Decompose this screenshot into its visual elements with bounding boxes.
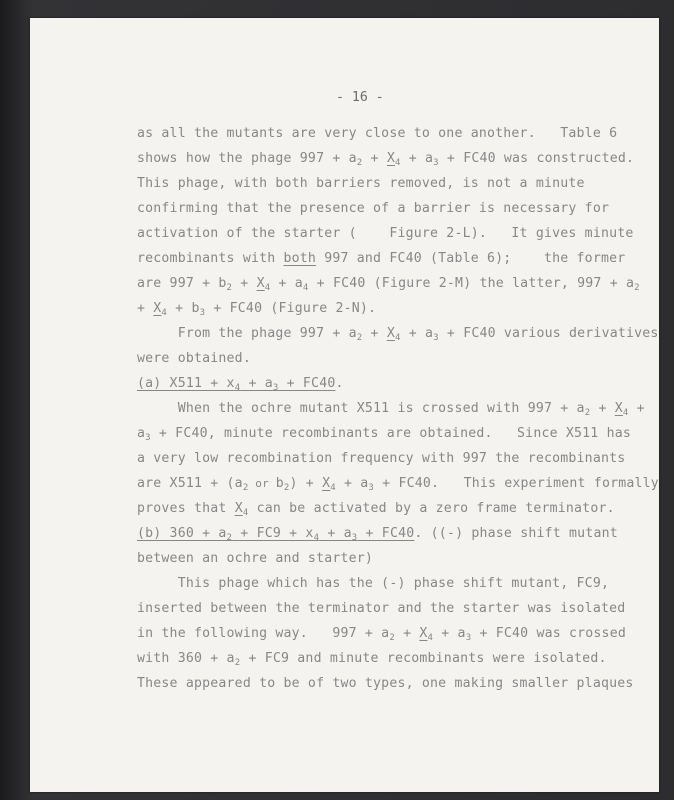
text-line-8: + $X_4 + b_3 + FC40$ (Figure 2-N). (137, 301, 377, 318)
section-heading-b: (b) $360 + a_2 + FC9 + x_4 + a_3 + FC40$. ((-) phase shift mutant (137, 526, 618, 543)
text-line-19: This phage which has the (-) phase shift mutant, FC9, (137, 576, 610, 591)
section-heading-a: (a) $X511 + x_4 + a_3 + FC40$. (137, 376, 344, 393)
text-line-7: are $997 + b_2 + X_4 + a_4 + FC40$ (Figure 2-M) the latter, $997 + a_2$ (137, 276, 640, 293)
text-line-5: activation of the starter ( Figure 2-L). It gives minute (137, 226, 634, 241)
text-line-4: confirming that the presence of a barrier is necessary for (137, 201, 610, 216)
text-line-2: shows how the phage $997 + a_2 + X_4 + a_3 + FC40$ was constructed. (137, 151, 635, 168)
body-text (30, 18, 659, 792)
text-line-13: $a_3 + FC40$, minute recombinants are obtained. Since X511 has (137, 426, 631, 443)
text-line-1: as all the mutants are very close to one another. Table 6 (137, 126, 618, 141)
typed-page (30, 18, 659, 792)
text-line-22: with $360 + a_2 + FC9$ and minute recombinants were isolated. (137, 651, 607, 668)
text-line-3: This phage, with both barriers removed, is not a minute (137, 176, 585, 191)
text-line-15: are $X511 + (a_2$ or $b_2) + X_4 + a_3 + FC40$. This experiment formally (137, 476, 659, 493)
text-line-14: a very low recombination frequency with 997 the recombinants (137, 451, 626, 466)
text-line-23: These appeared to be of two types, one making smaller plaques (137, 676, 634, 691)
text-line-10: were obtained. (137, 351, 251, 366)
text-line-21: in the following way. $997 + a_2 + X_4 + a_3 + FC40$ was crossed (137, 626, 626, 643)
text-line-12: When the ochre mutant X511 is crossed with $997 + a_2 + X_4$ + (137, 401, 645, 418)
text-line-18: between an ochre and starter) (137, 551, 374, 566)
text-line-6: recombinants with both 997 and FC40 (Table 6); the former (137, 251, 626, 266)
text-line-16: proves that $X_4$ can be activated by a zero frame terminator. (137, 501, 615, 518)
text-line-20: inserted between the terminator and the starter was isolated (137, 601, 626, 616)
text-line-9: From the phage $997 + a_2 + X_4 + a_3 + FC40$ various derivatives (137, 326, 659, 343)
page-number: - 16 - (336, 90, 384, 105)
